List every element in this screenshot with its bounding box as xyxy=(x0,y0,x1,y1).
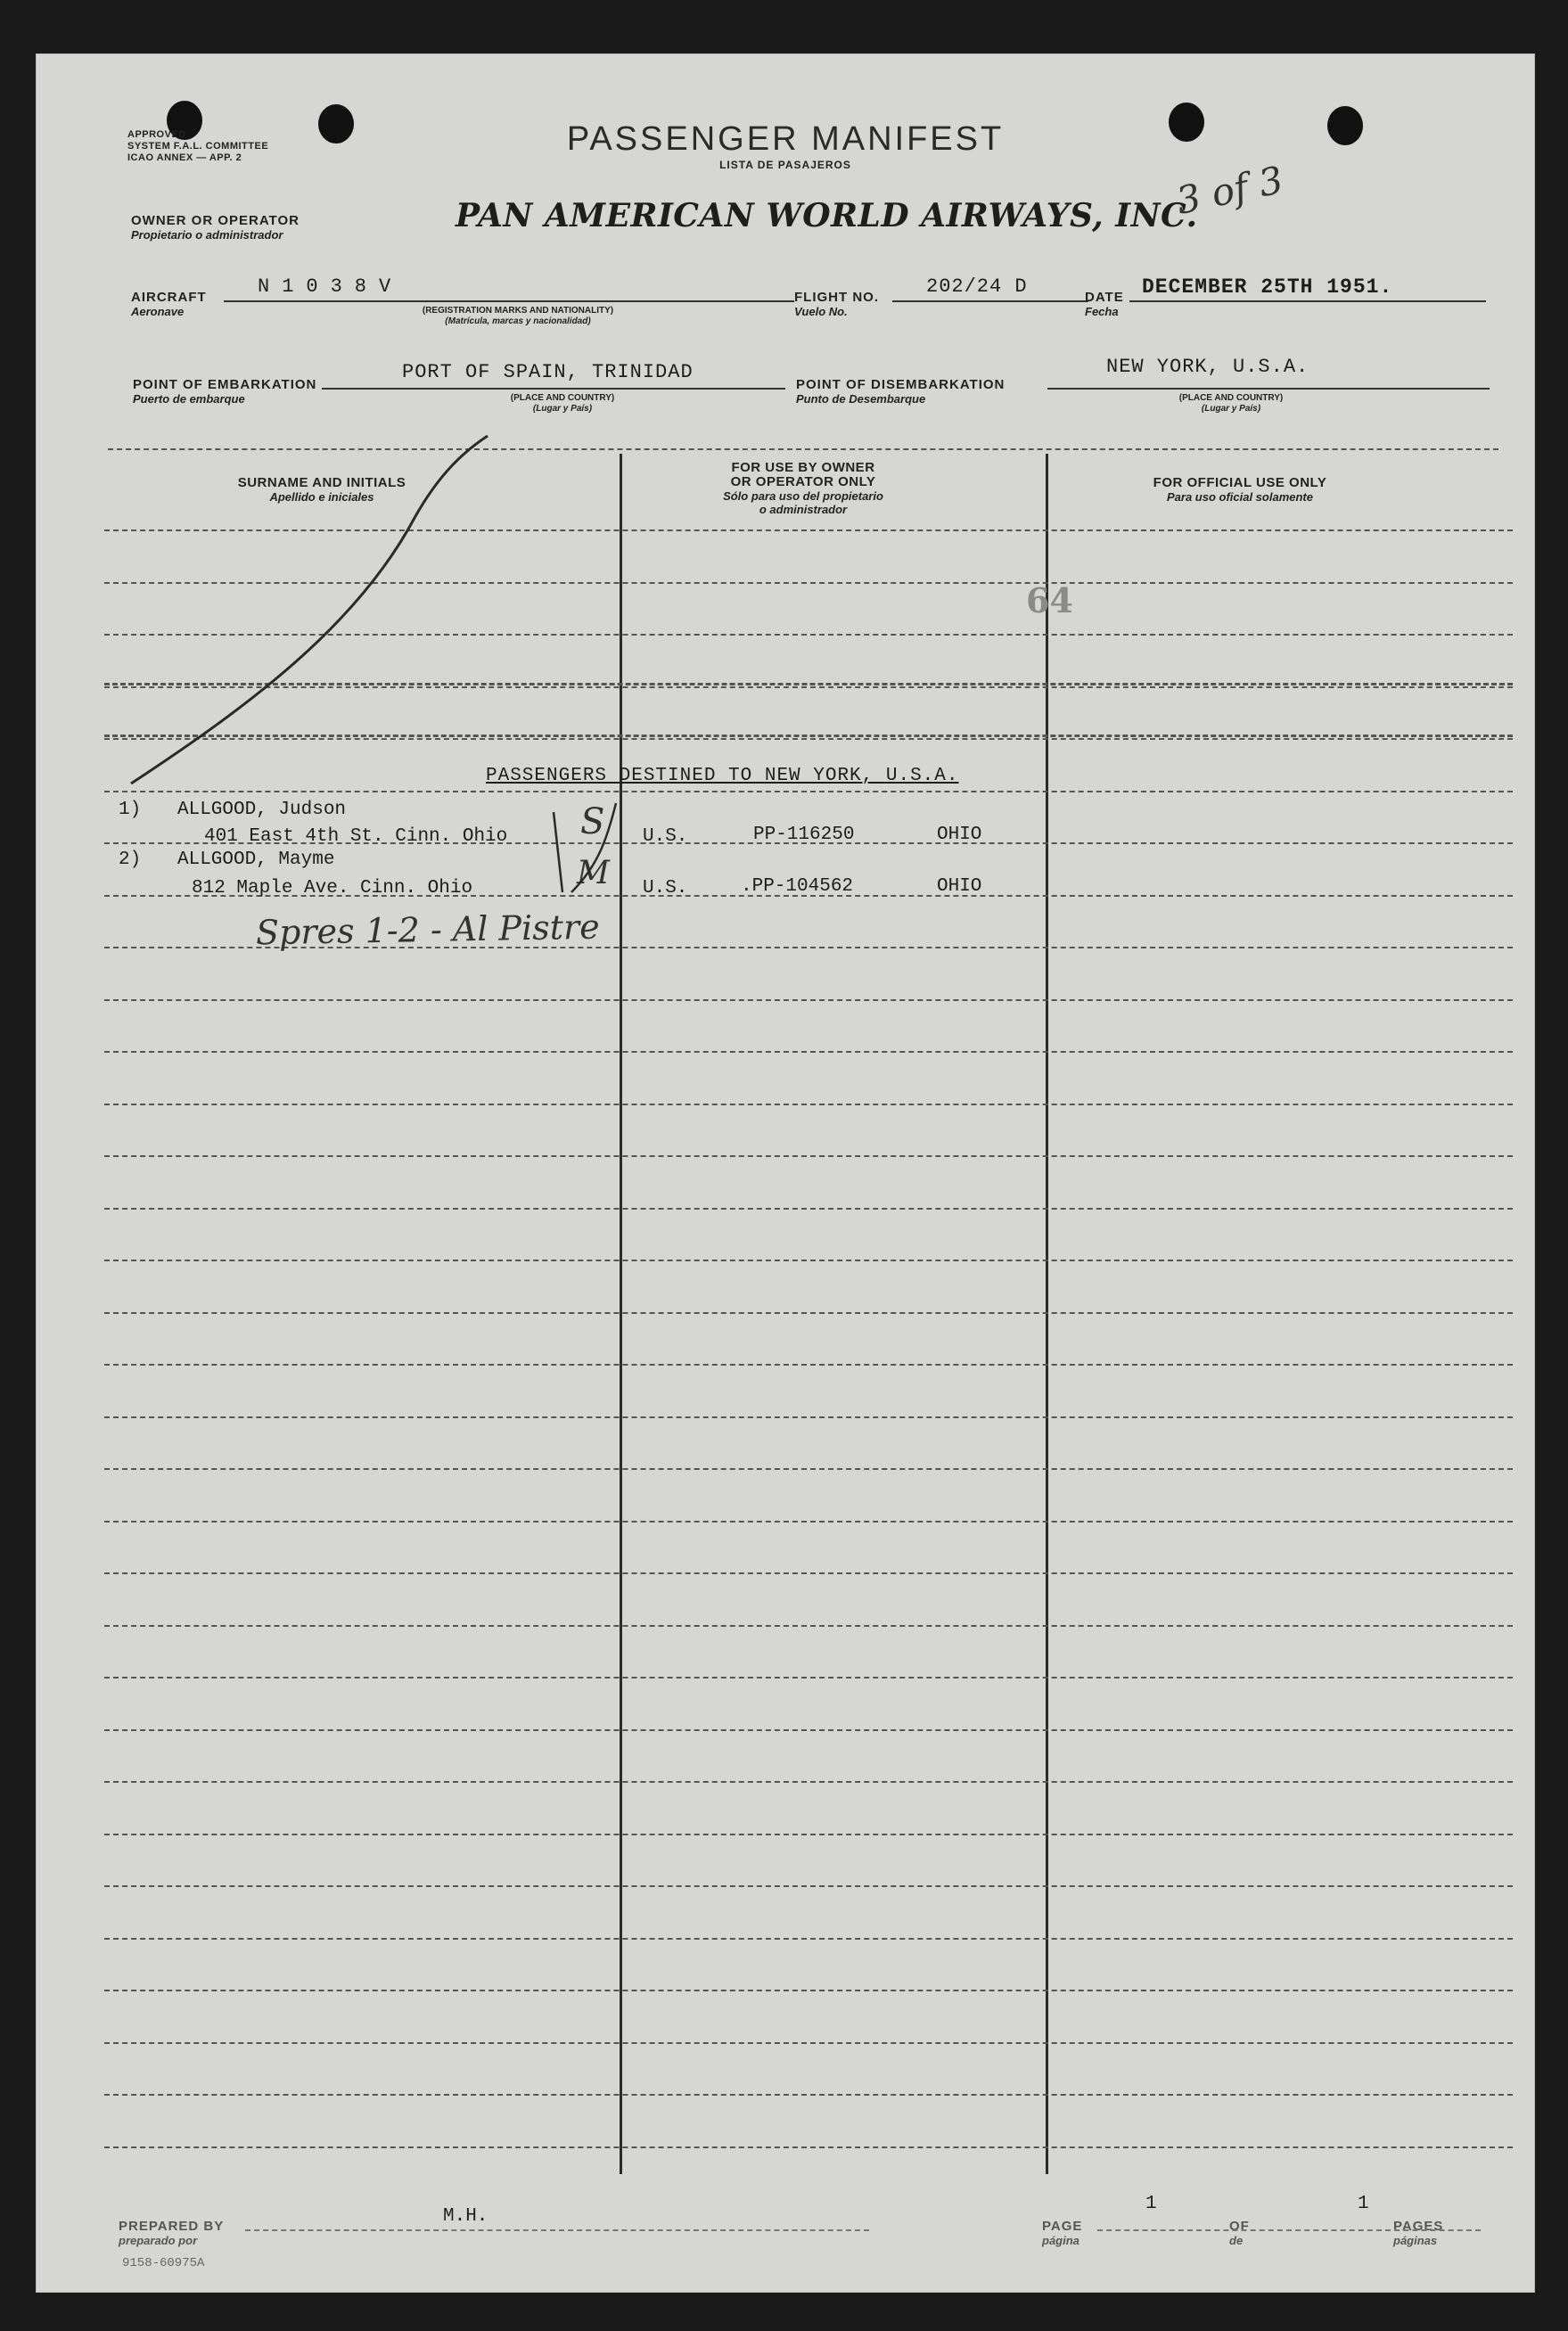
col-header-text-es: Para uso oficial solamente xyxy=(1166,490,1313,504)
approval-line: SYSTEM F.A.L. COMMITTEE xyxy=(127,141,269,152)
owner-label-es: Propietario o administrador xyxy=(131,228,283,242)
date-label: DATE xyxy=(1085,290,1124,305)
pages-label-es: páginas xyxy=(1393,2234,1438,2247)
passenger-passport: PP-116250 xyxy=(753,825,855,845)
col-header-text: SURNAME AND INITIALS xyxy=(237,475,406,490)
passenger-nationality: U.S. xyxy=(643,826,688,847)
pages-label-block xyxy=(1393,2219,1443,2247)
of-label: OF xyxy=(1229,2219,1250,2234)
prepared-label: PREPARED BY xyxy=(119,2219,225,2234)
caption-text-es: (Lugar y País) xyxy=(1201,404,1261,414)
page-line xyxy=(1097,2229,1481,2231)
caption-text-es: (Matrícula, marcas y nacionalidad) xyxy=(445,316,591,326)
passenger-name: ALLGOOD, Mayme xyxy=(177,850,335,870)
prepared-line xyxy=(245,2229,869,2231)
manifest-sheet xyxy=(36,53,1535,2293)
prepared-label-block xyxy=(119,2219,224,2247)
page-label-es: página xyxy=(1042,2234,1080,2247)
passenger-state: OHIO xyxy=(937,876,982,897)
passenger-mark: S xyxy=(580,801,605,842)
col-header-text-es: Apellido e iniciales xyxy=(269,490,374,504)
caption-text: (PLACE AND COUNTRY) xyxy=(510,393,615,403)
passenger-nationality: U.S. xyxy=(643,878,688,899)
passenger-name: ALLGOOD, Judson xyxy=(177,800,347,820)
caption-text: (PLACE AND COUNTRY) xyxy=(1178,393,1284,403)
col-header-text: OR OPERATOR ONLY xyxy=(730,474,876,489)
passenger-mark: M xyxy=(577,855,610,891)
prepared-label-es: preparado por xyxy=(119,2234,198,2247)
flight-label-es: Vuelo No. xyxy=(794,305,848,318)
handwritten-note: Spres 1-2 - Al Pistre xyxy=(255,907,600,953)
disembark-label-es: Punto de Desembarque xyxy=(796,392,926,406)
page-label: PAGE xyxy=(1042,2219,1083,2234)
page-value: 1 xyxy=(1145,2194,1157,2214)
aircraft-label: AIRCRAFT xyxy=(131,290,207,305)
embark-label-es: Puerto de embarque xyxy=(133,392,245,406)
page-note: 3 of 3 xyxy=(1172,157,1287,224)
form-number: 9158-60975A xyxy=(122,2256,205,2270)
of-label-block xyxy=(1229,2219,1250,2247)
col-header-text-es: Sólo para uso del propietario xyxy=(723,489,883,503)
embark-value: PORT OF SPAIN, TRINIDAD xyxy=(402,361,694,383)
page-title: PASSENGER MANIFEST xyxy=(566,120,1005,158)
passenger-address: 401 East 4th St. Cinn. Ohio xyxy=(204,826,508,847)
prepared-value: M.H. xyxy=(443,2206,488,2227)
pages-label: PAGES xyxy=(1393,2219,1444,2234)
aircraft-label-es: Aeronave xyxy=(131,305,185,318)
page-label-block xyxy=(1042,2219,1082,2247)
stamp-number: 64 xyxy=(1026,580,1073,620)
col-header-text: FOR OFFICIAL USE ONLY xyxy=(1153,475,1327,490)
date-label-es: Fecha xyxy=(1085,305,1119,318)
passenger-num: 2) xyxy=(119,850,142,870)
handwritten-bracket xyxy=(37,54,1534,2292)
passenger-num: 1) xyxy=(119,800,142,820)
of-value: 1 xyxy=(1358,2194,1369,2214)
embark-label: POINT OF EMBARKATION xyxy=(133,377,317,392)
date-value: DECEMBER 25TH 1951. xyxy=(1142,275,1393,299)
approval-line: APPROVED xyxy=(127,129,186,140)
of-label-es: de xyxy=(1229,2234,1244,2247)
flight-label: FLIGHT NO. xyxy=(794,290,879,305)
operator-name: PAN AMERICAN WORLD AIRWAYS, INC. xyxy=(456,197,1198,234)
disembark-value: NEW YORK, U.S.A. xyxy=(1106,356,1309,378)
destined-heading: PASSENGERS DESTINED TO NEW YORK, U.S.A. xyxy=(486,766,959,786)
page-subtitle: LISTA DE PASAJEROS xyxy=(719,159,851,171)
passenger-passport: .PP-104562 xyxy=(741,876,854,897)
col-header-text-es: o administrador xyxy=(759,503,848,516)
owner-label: OWNER OR OPERATOR xyxy=(131,213,300,228)
caption-text-es: (Lugar y País) xyxy=(532,404,593,414)
flight-value: 202/24 D xyxy=(926,275,1028,298)
aircraft-value: N1038V xyxy=(258,275,404,298)
col-header-text: FOR USE BY OWNER xyxy=(731,460,875,475)
caption-text: (REGISTRATION MARKS AND NATIONALITY) xyxy=(422,306,614,316)
approval-line: ICAO ANNEX — APP. 2 xyxy=(127,152,242,163)
disembark-label: POINT OF DISEMBARKATION xyxy=(796,377,1006,392)
passenger-state: OHIO xyxy=(937,825,982,845)
passenger-address: 812 Maple Ave. Cinn. Ohio xyxy=(192,878,473,899)
